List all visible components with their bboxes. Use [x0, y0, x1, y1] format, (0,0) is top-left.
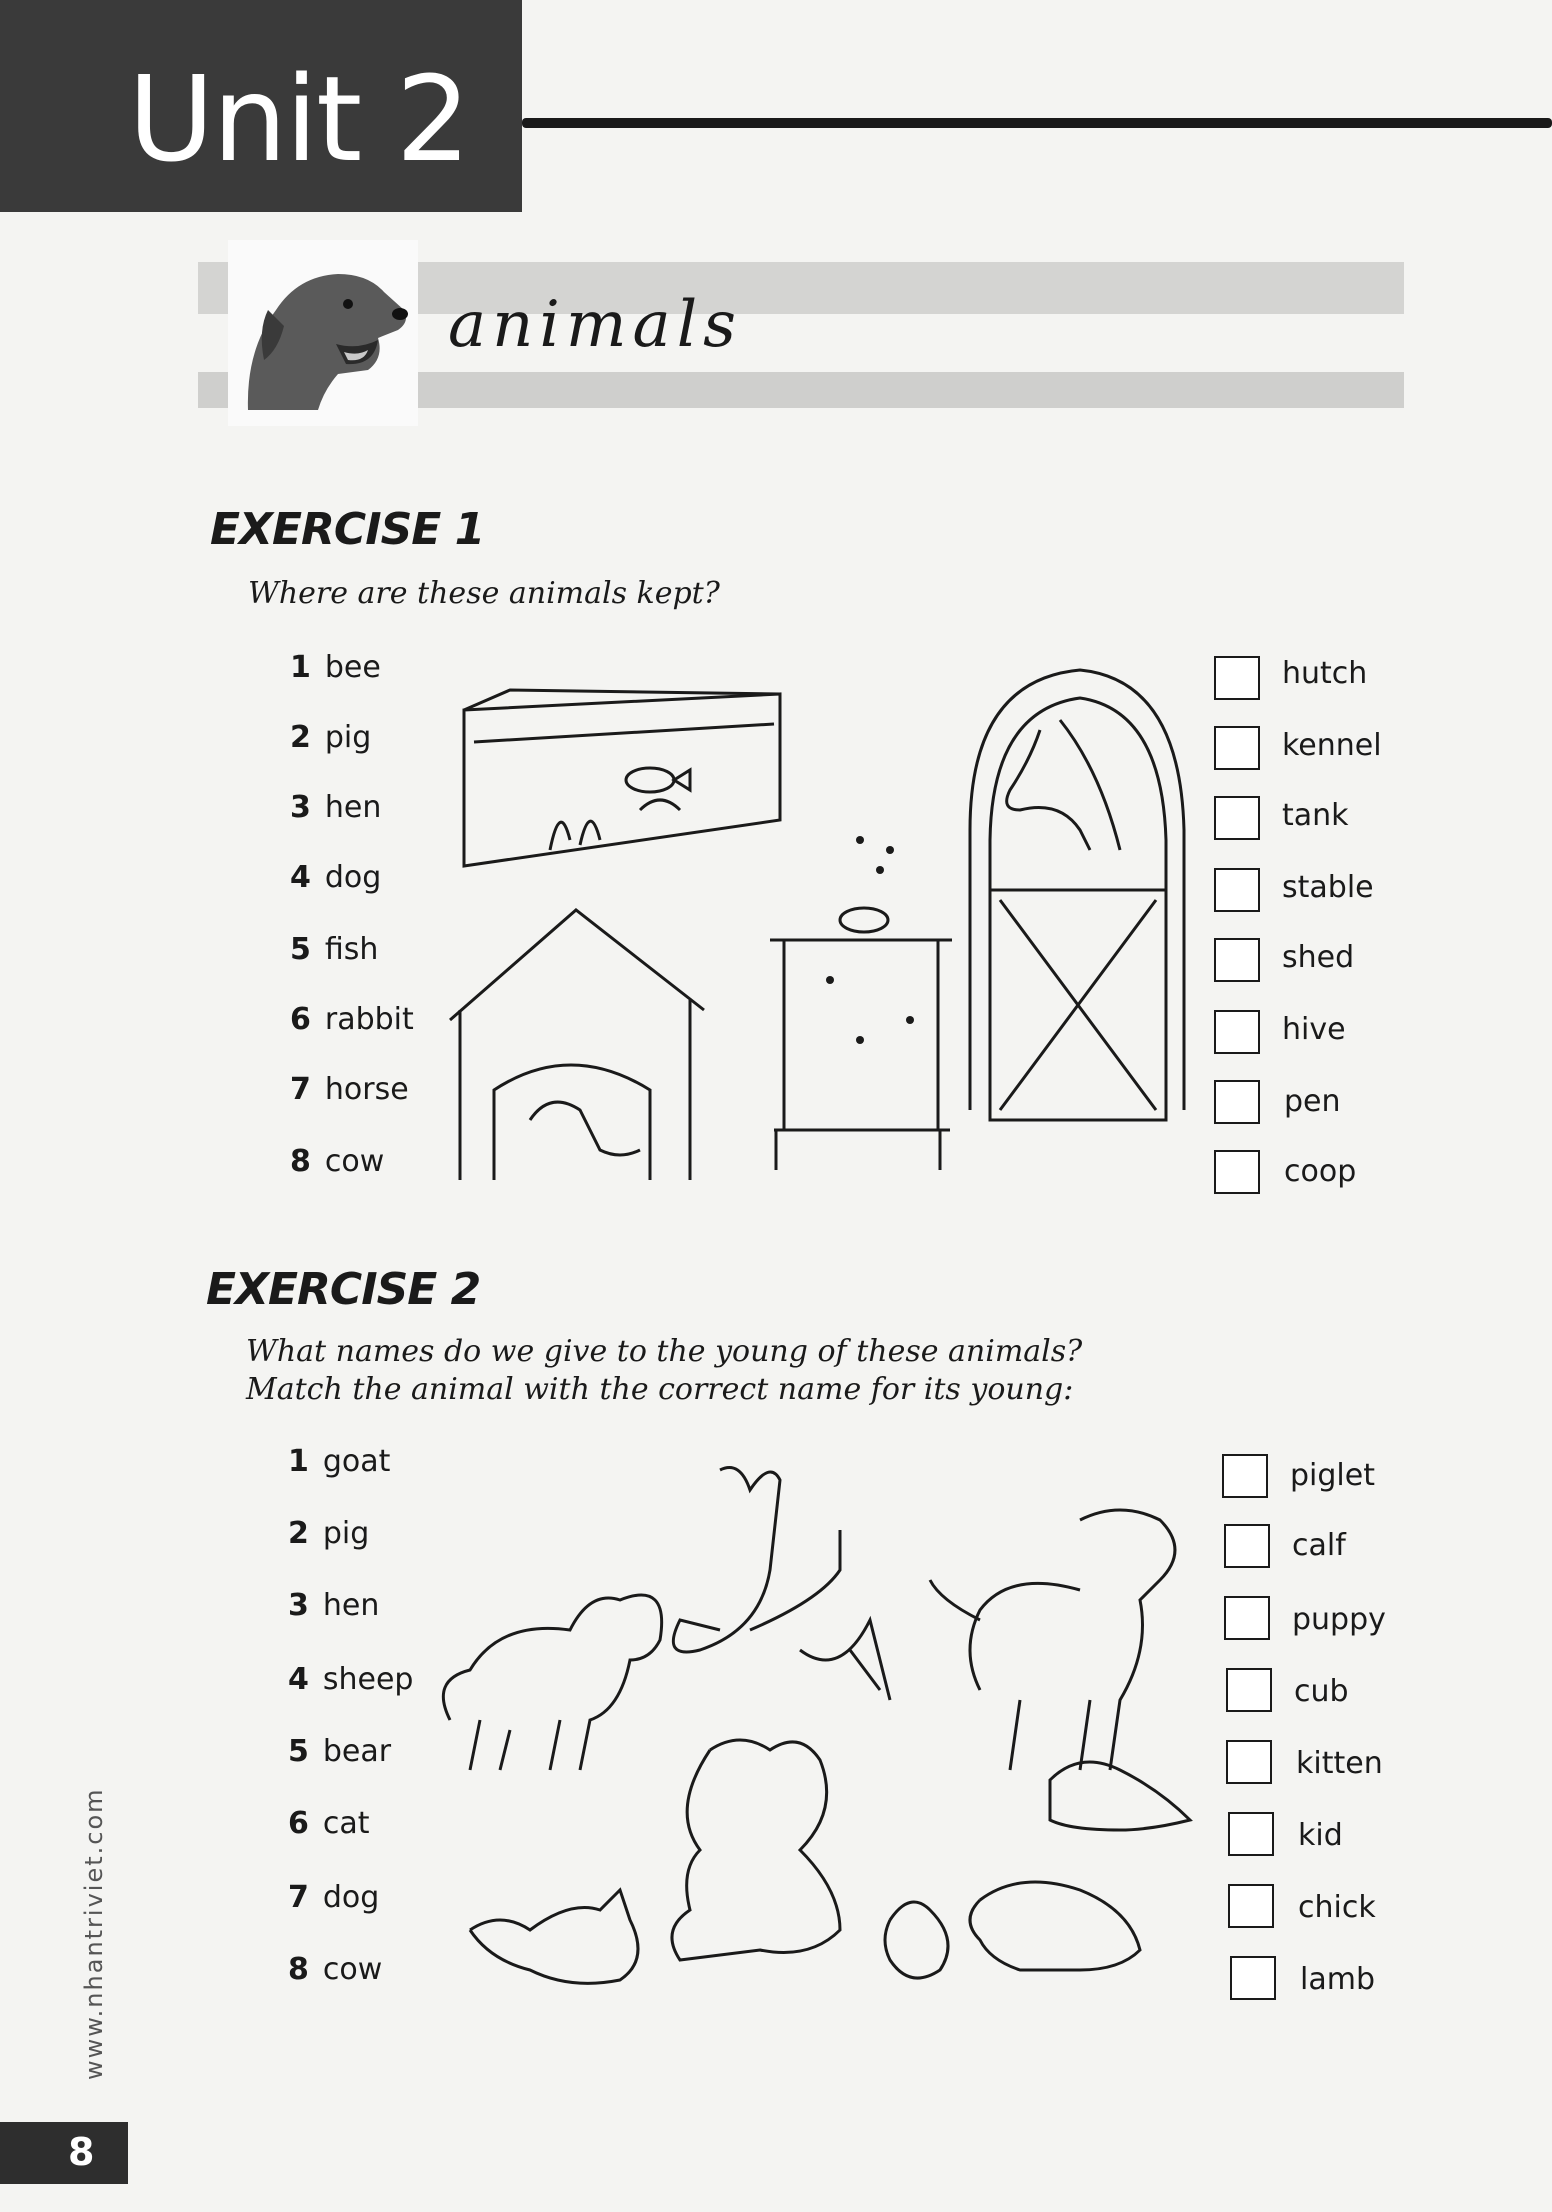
ex1-answer-box[interactable]	[1214, 868, 1260, 912]
ex2-item-6: 6 cat	[288, 1806, 370, 1841]
ex2-item-label: hen	[322, 1588, 380, 1623]
ex1-option: coop	[1284, 1154, 1357, 1189]
ex2-option: cub	[1294, 1674, 1349, 1709]
ex1-option: tank	[1282, 798, 1349, 833]
ex1-answer-box[interactable]	[1214, 656, 1260, 700]
ex1-item-7: 7 horse	[290, 1072, 409, 1107]
ex1-item-label: bee	[324, 650, 381, 685]
animal-homes-illustration	[440, 650, 1200, 1190]
ex1-answer-box[interactable]	[1214, 1010, 1260, 1054]
ex2-item-label: goat	[322, 1444, 391, 1479]
ex2-item-3: 3 hen	[288, 1588, 380, 1623]
ex1-option: kennel	[1282, 728, 1382, 763]
ex1-item-label: horse	[324, 1072, 409, 1107]
ex2-item-label: cat	[322, 1806, 370, 1841]
ex1-answer-box[interactable]	[1214, 1080, 1260, 1124]
ex2-item-label: dog	[322, 1880, 380, 1915]
ex2-answer-box[interactable]	[1230, 1956, 1276, 2000]
topic-title: animals	[448, 288, 742, 362]
page-number: 8	[68, 2130, 95, 2174]
ex2-answer-box[interactable]	[1228, 1884, 1274, 1928]
ex2-option: puppy	[1292, 1602, 1386, 1637]
ex2-item-label: sheep	[322, 1662, 414, 1697]
ex1-item-label: fish	[324, 932, 379, 967]
young-animals-illustration	[420, 1450, 1210, 2010]
ex2-option: piglet	[1290, 1458, 1375, 1493]
header-rule	[522, 118, 1552, 128]
exercise2-instruction-line1: What names do we give to the young of these animals?	[246, 1334, 1083, 1369]
ex2-item-2: 2 pig	[288, 1516, 370, 1551]
ex1-option: hutch	[1282, 656, 1368, 691]
dog-head-icon	[228, 240, 418, 426]
ex1-item-2: 2 pig	[290, 720, 372, 755]
ex1-item-1: 1 bee	[290, 650, 381, 685]
ex2-item-1: 1 goat	[288, 1444, 391, 1479]
ex1-answer-box[interactable]	[1214, 1150, 1260, 1194]
unit-title: Unit 2	[128, 50, 469, 188]
ex1-item-3: 3 hen	[290, 790, 382, 825]
ex2-answer-box[interactable]	[1226, 1668, 1272, 1712]
ex2-option: chick	[1298, 1890, 1376, 1925]
ex2-item-label: bear	[322, 1734, 392, 1769]
exercise2-heading: EXERCISE 2	[206, 1264, 481, 1315]
ex1-option: hive	[1282, 1012, 1346, 1047]
ex1-item-label: pig	[324, 720, 372, 755]
website-watermark: www.nhantriviet.com	[80, 1787, 108, 2080]
ex2-item-4: 4 sheep	[288, 1662, 414, 1697]
exercise2-instruction-line2: Match the animal with the correct name for its young:	[246, 1372, 1074, 1407]
ex2-option: kid	[1298, 1818, 1343, 1853]
ex1-answer-box[interactable]	[1214, 938, 1260, 982]
ex2-answer-box[interactable]	[1226, 1740, 1272, 1784]
ex1-item-4: 4 dog	[290, 860, 382, 895]
ex1-option: shed	[1282, 940, 1355, 975]
page-number-tab	[0, 2122, 128, 2184]
ex1-item-label: dog	[324, 860, 382, 895]
ex1-item-5: 5 fish	[290, 932, 379, 967]
exercise1-heading: EXERCISE 1	[210, 504, 485, 555]
ex2-item-7: 7 dog	[288, 1880, 380, 1915]
ex1-option: pen	[1284, 1084, 1341, 1119]
ex2-answer-box[interactable]	[1228, 1812, 1274, 1856]
ex2-option: kitten	[1296, 1746, 1383, 1781]
ex1-item-label: cow	[324, 1144, 385, 1179]
ex1-answer-box[interactable]	[1214, 796, 1260, 840]
ex1-answer-box[interactable]	[1214, 726, 1260, 770]
ex1-item-6: 6 rabbit	[290, 1002, 414, 1037]
ex2-option: lamb	[1300, 1962, 1375, 1997]
exercise1-instruction: Where are these animals kept?	[248, 576, 720, 611]
ex1-item-label: rabbit	[324, 1002, 414, 1037]
ex2-option: calf	[1292, 1528, 1346, 1563]
ex1-option: stable	[1282, 870, 1374, 905]
ex2-answer-box[interactable]	[1224, 1524, 1270, 1568]
ex2-item-5: 5 bear	[288, 1734, 392, 1769]
ex1-item-8: 8 cow	[290, 1144, 385, 1179]
ex2-answer-box[interactable]	[1222, 1454, 1268, 1498]
ex1-item-label: hen	[324, 790, 382, 825]
ex2-item-label: cow	[322, 1952, 383, 1987]
ex2-item-8: 8 cow	[288, 1952, 383, 1987]
ex2-item-label: pig	[322, 1516, 370, 1551]
ex2-answer-box[interactable]	[1224, 1596, 1270, 1640]
